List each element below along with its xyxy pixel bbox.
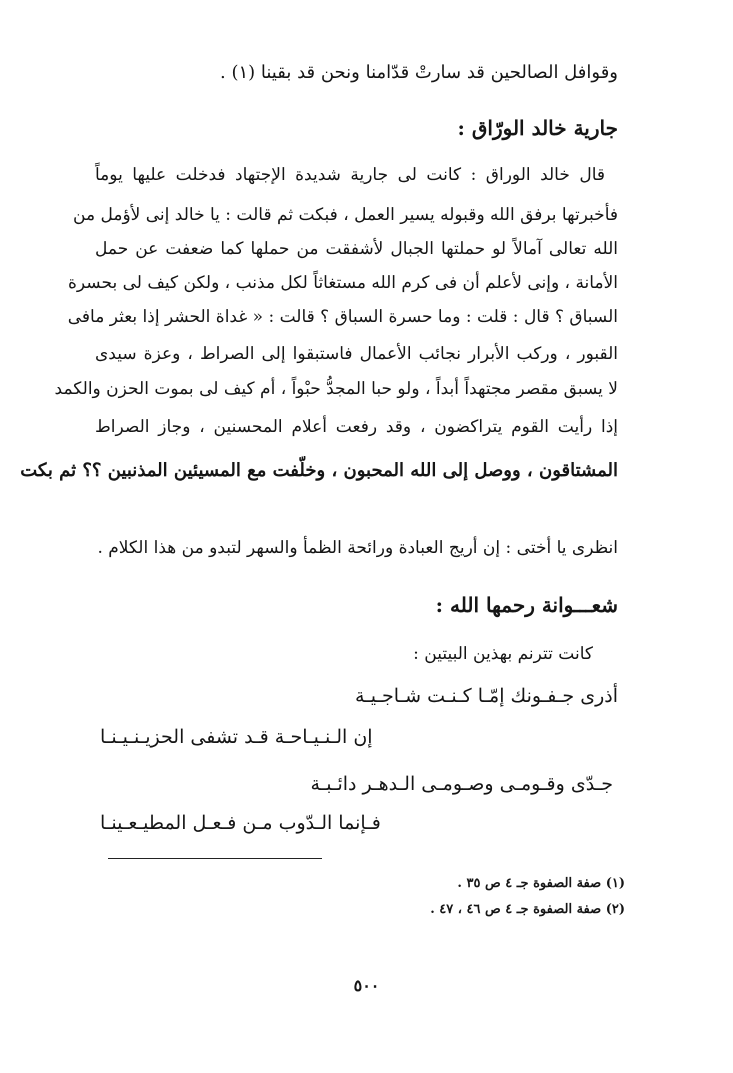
note-line: انظرى يا أختى : إن أريج العبادة ورائحة الظمأ والسهر لتبدو من هذا الكلام . — [97, 538, 618, 558]
verse-line: أذرى جـفـونك إمّـا كـنـت شـاجـيـة — [354, 685, 618, 707]
section-heading: شعـــوانة رحمها الله : — [435, 593, 618, 617]
paragraph-line: وقوافل الصالحين قد سارتْ قدّامنا ونحن قد بقينا (١) . — [220, 62, 618, 83]
verse-line: إن الـنـيـاحـة قـد تشفى الحزيـنـيـنـا — [100, 726, 373, 748]
footnote-divider — [108, 858, 322, 859]
verse-intro: كانت تترنم بهذين البيتين : — [413, 644, 593, 664]
paragraph-line: المشتاقون ، ووصل إلى الله المحبون ، وخلّفت مع المسيئين المذنبين ؟؟ ثم بكت — [20, 460, 618, 481]
paragraph-line: فأخبرتها برفق الله وقبوله يسير العمل ، فبكت ثم قالت : يا خالد إنى لأؤمل من — [73, 205, 618, 225]
footnote: (١) صفة الصفوة جـ ٤ ص ٣٥ . — [457, 876, 625, 891]
paragraph-line: السباق ؟ قال : قلت : وما حسرة السباق ؟ قالت : « غداة الحشر إذا بعثر مافى — [67, 307, 618, 327]
paragraph-line: القبور ، وركب الأبرار نجائب الأعمال فاستبقوا إلى الصراط ، وعزة سيدى — [95, 344, 618, 364]
paragraph-line: لا يسبق مقصر مجتهداً أبداً ، ولو حبا المجدُّ حبْواً ، أم كيف لى بموت الحزن والكمد — [54, 379, 618, 399]
footnote: (٢) صفة الصفوة جـ ٤ ص ٤٦ ، ٤٧ . — [430, 902, 625, 917]
paragraph-line: إذا رأيت القوم يتراكضون ، وقد رفعت أعلام المحسنين ، وجاز الصراط — [95, 417, 618, 437]
page-number: ٥٠٠ — [353, 976, 380, 995]
paragraph-line: الأمانة ، وإنى لأعلم أن فى كرم الله مستغاثاً لكل مذنب ، ولكن كيف لى بحسرة — [68, 273, 618, 293]
paragraph-line: الله تعالى آمالاً لو حملتها الجبال لأشفقت من حملها كما ضعفت عن حمل — [95, 239, 618, 259]
section-heading: جارية خالد الورّاق : — [457, 116, 618, 140]
verse-line: جـدّى وقـومـى وصـومـى الـدهـر دائـبـة — [310, 773, 613, 795]
paragraph-line: قال خالد الوراق : كانت لى جارية شديدة الإجتهاد فدخلت عليها يوماً — [95, 165, 605, 185]
verse-line: فـإنما الـدّوب مـن فـعـل المطيـعـينـا — [100, 812, 381, 834]
